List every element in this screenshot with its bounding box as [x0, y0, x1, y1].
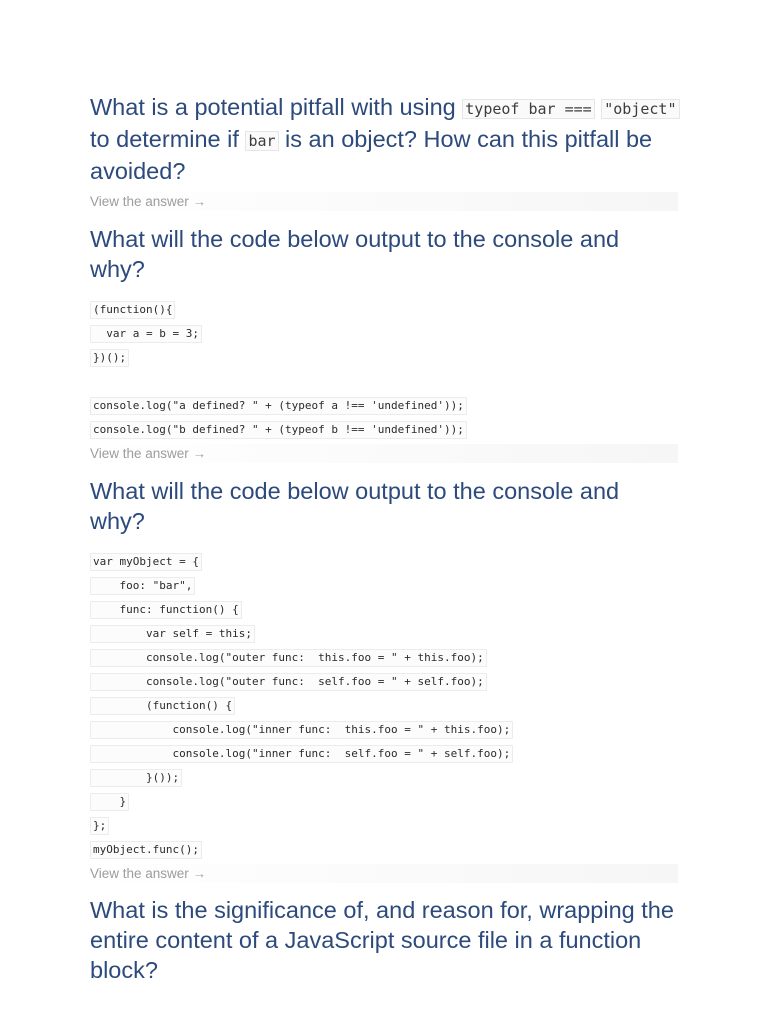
- question-3-heading: What will the code below output to the console and why?: [90, 478, 620, 534]
- question-4-heading: What is the significance of, and reason for, wrapping the entire content of a JavaScript source file in a function block?: [90, 897, 674, 983]
- view-answer-link-3[interactable]: View the answer →: [90, 864, 678, 883]
- code-line: var myObject = {: [90, 552, 680, 576]
- code-line: };: [90, 816, 680, 840]
- code-line: console.log("a defined? " + (typeof a !== 'undefined'));: [90, 396, 680, 420]
- code-line: console.log("inner func: this.foo = " + this.foo);: [90, 720, 680, 744]
- question-1-text-part2: to determine if: [90, 126, 246, 152]
- code-spacer: [90, 372, 680, 396]
- code-line: func: function() {: [90, 600, 680, 624]
- code-line: (function(){: [90, 300, 680, 324]
- question-1-heading: [90, 92, 680, 186]
- view-answer-link-1[interactable]: View the answer →: [90, 192, 678, 211]
- question-2-heading: What will the code below output to the console and why?: [90, 226, 620, 282]
- code-line: var a = b = 3;: [90, 324, 680, 348]
- code-line: console.log("outer func: self.foo = " + self.foo);: [90, 672, 680, 696]
- question-1-text-part1: What is a potential pitfall with using: [90, 94, 463, 120]
- view-answer-link-2[interactable]: View the answer →: [90, 444, 678, 463]
- code-line: }());: [90, 768, 680, 792]
- code-line: myObject.func();: [90, 840, 680, 864]
- code-block-3: [90, 552, 680, 864]
- code-line: }: [90, 792, 680, 816]
- question-1-text-part3: is an object? How can this pitfall be avoided?: [90, 126, 653, 184]
- inline-code-bar: bar: [245, 131, 278, 151]
- article-content: [90, 92, 680, 985]
- code-line: foo: "bar",: [90, 576, 680, 600]
- code-line: console.log("b defined? " + (typeof b !== 'undefined'));: [90, 420, 680, 444]
- code-block-2b: [90, 396, 680, 444]
- inline-code-object: "object": [601, 99, 679, 119]
- code-block-2a: [90, 300, 680, 372]
- code-line: console.log("outer func: this.foo = " + this.foo);: [90, 648, 680, 672]
- inline-code-typeof: typeof bar ===: [462, 99, 594, 119]
- code-line: })();: [90, 348, 680, 372]
- code-line: (function() {: [90, 696, 680, 720]
- code-line: var self = this;: [90, 624, 680, 648]
- code-line: console.log("inner func: self.foo = " + self.foo);: [90, 744, 680, 768]
